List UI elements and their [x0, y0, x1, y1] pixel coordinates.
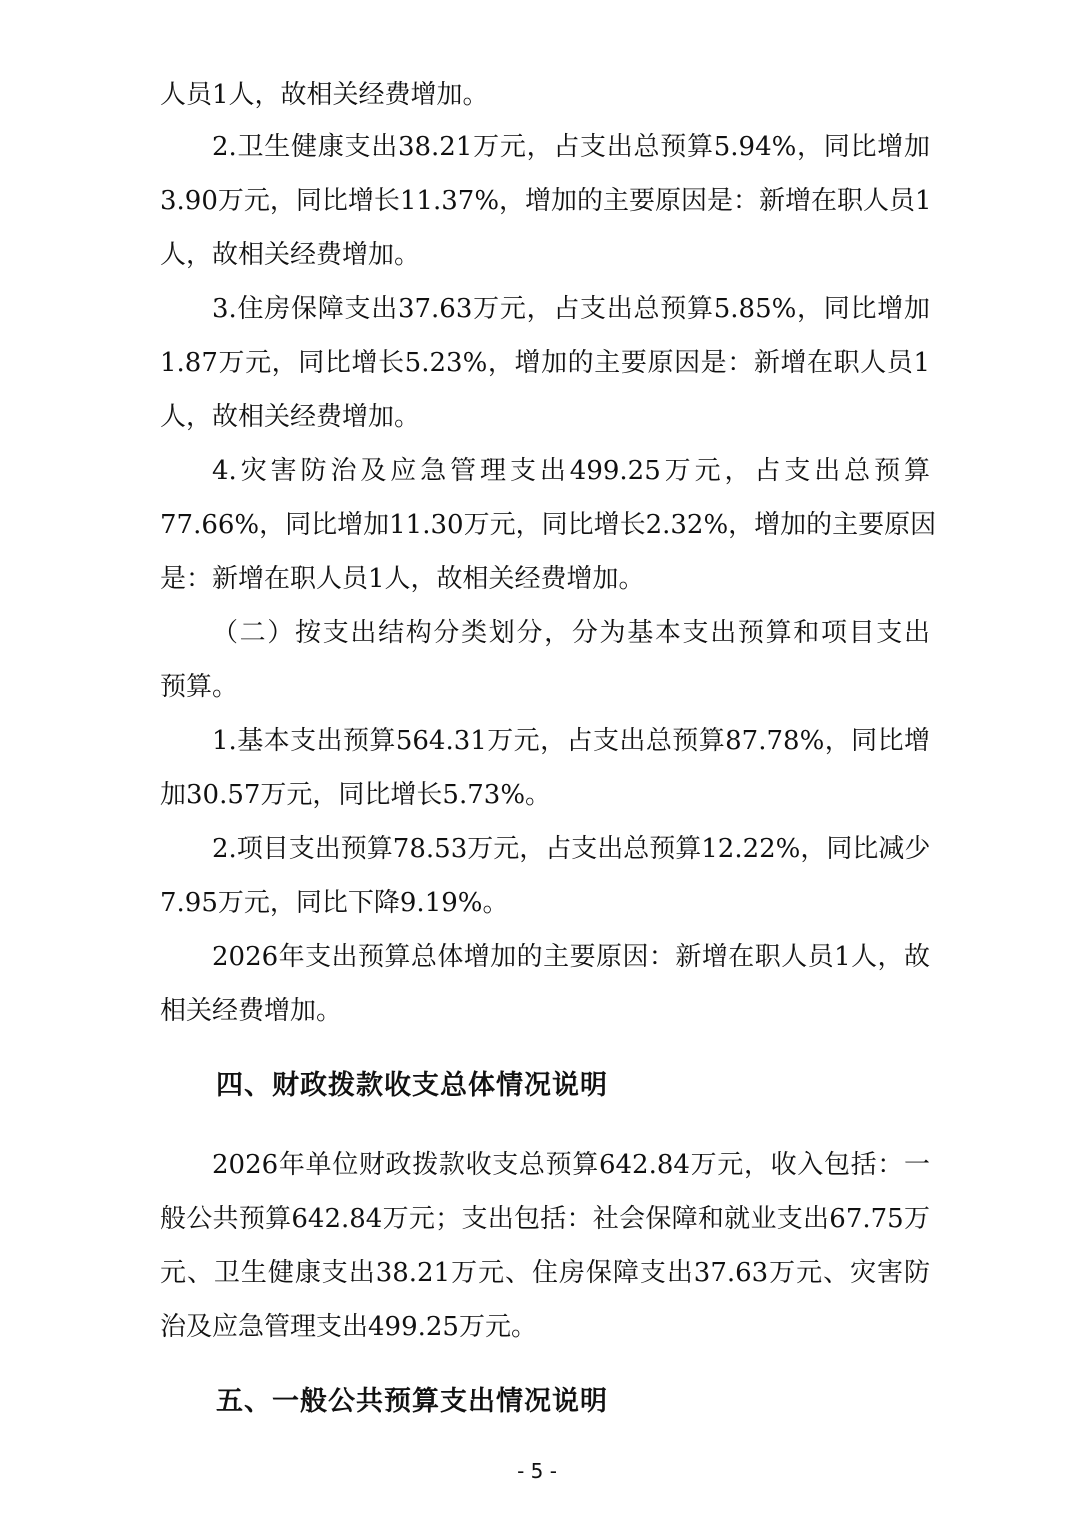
section-heading-five: 五、一般公共预算支出情况说明: [216, 1386, 608, 1417]
paragraph-line: 7.95万元，同比下降9.19%。: [160, 888, 509, 918]
section-heading-four: 四、财政拨款收支总体情况说明: [216, 1070, 608, 1101]
paragraph-line: 人员1人，故相关经费增加。: [160, 80, 489, 110]
paragraph-line: 是：新增在职人员1人，故相关经费增加。: [160, 564, 645, 594]
paragraph-line: 人，故相关经费增加。: [160, 240, 421, 270]
paragraph-line: 2.卫生健康支出38.21万元，占支出总预算5.94%，同比增加: [212, 132, 930, 162]
paragraph-line: 2.项目支出预算78.53万元，占支出总预算12.22%，同比减少: [212, 834, 931, 864]
paragraph-line: 77.66%，同比增加11.30万元，同比增长2.32%，增加的主要原因: [160, 510, 937, 540]
paragraph-line: 3.住房保障支出37.63万元，占支出总预算5.85%，同比增加: [212, 294, 930, 324]
paragraph-line: 4.灾害防治及应急管理支出499.25万元，占支出总预算: [212, 456, 930, 486]
paragraph-line: 预算。: [160, 672, 239, 702]
paragraph-line: 般公共预算642.84万元；支出包括：社会保障和就业支出67.75万: [160, 1204, 930, 1234]
paragraph-line: 1.基本支出预算564.31万元，占支出总预算87.78%，同比增: [212, 726, 930, 756]
paragraph-line: 1.87万元，同比增长5.23%，增加的主要原因是：新增在职人员1: [160, 348, 930, 378]
paragraph-line: 元、卫生健康支出38.21万元、住房保障支出37.63万元、灾害防: [160, 1258, 930, 1288]
paragraph-line: 3.90万元，同比增长11.37%，增加的主要原因是：新增在职人员1: [160, 186, 932, 216]
paragraph-line: 2026年支出预算总体增加的主要原因：新增在职人员1人，故: [212, 942, 930, 972]
paragraph-line: 治及应急管理支出499.25万元。: [160, 1312, 537, 1342]
paragraph-line: 人，故相关经费增加。: [160, 402, 421, 432]
paragraph-line: （二）按支出结构分类划分，分为基本支出预算和项目支出: [212, 618, 930, 648]
paragraph-line: 相关经费增加。: [160, 996, 343, 1026]
page-number: - 5 -: [517, 1459, 557, 1483]
paragraph-line: 加30.57万元，同比增长5.73%。: [160, 780, 552, 810]
paragraph-line: 2026年单位财政拨款收支总预算642.84万元，收入包括：一: [212, 1150, 930, 1180]
